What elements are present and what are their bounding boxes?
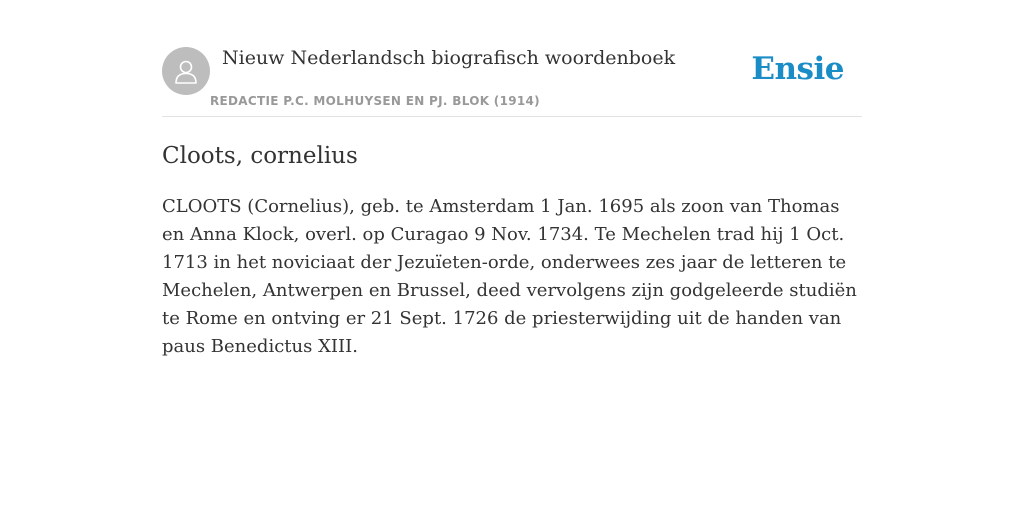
user-icon bbox=[171, 56, 201, 86]
book-title[interactable]: Nieuw Nederlandsch biografisch woordenboek bbox=[222, 47, 676, 69]
entry-body: CLOOTS (Cornelius), geb. te Amsterdam 1 Jan. 1695 als zoon van Thomas en Anna Klock, overl. op Curagao 9 Nov. 1734. Te Mechelen trad hij 1 Oct. 1713 in het noviciaat der Jezuïeten-orde, onderwees zes jaar de letteren te Mechelen, Antwerpen en Brussel, deed vervolgens zijn godgeleerde studiën te Rome en ontving er 21 Sept. 1726 de priesterwijding uit de handen van paus Benedictus XIII. bbox=[162, 196, 857, 357]
editor-byline: REDACTIE P.C. MOLHUYSEN EN PJ. BLOK (1914) bbox=[210, 94, 540, 108]
entry-title: Cloots, cornelius bbox=[162, 143, 358, 169]
ensie-logo[interactable]: Ensie bbox=[751, 51, 844, 87]
page-container bbox=[162, 0, 862, 361]
header bbox=[162, 0, 862, 117]
avatar[interactable] bbox=[162, 47, 210, 95]
